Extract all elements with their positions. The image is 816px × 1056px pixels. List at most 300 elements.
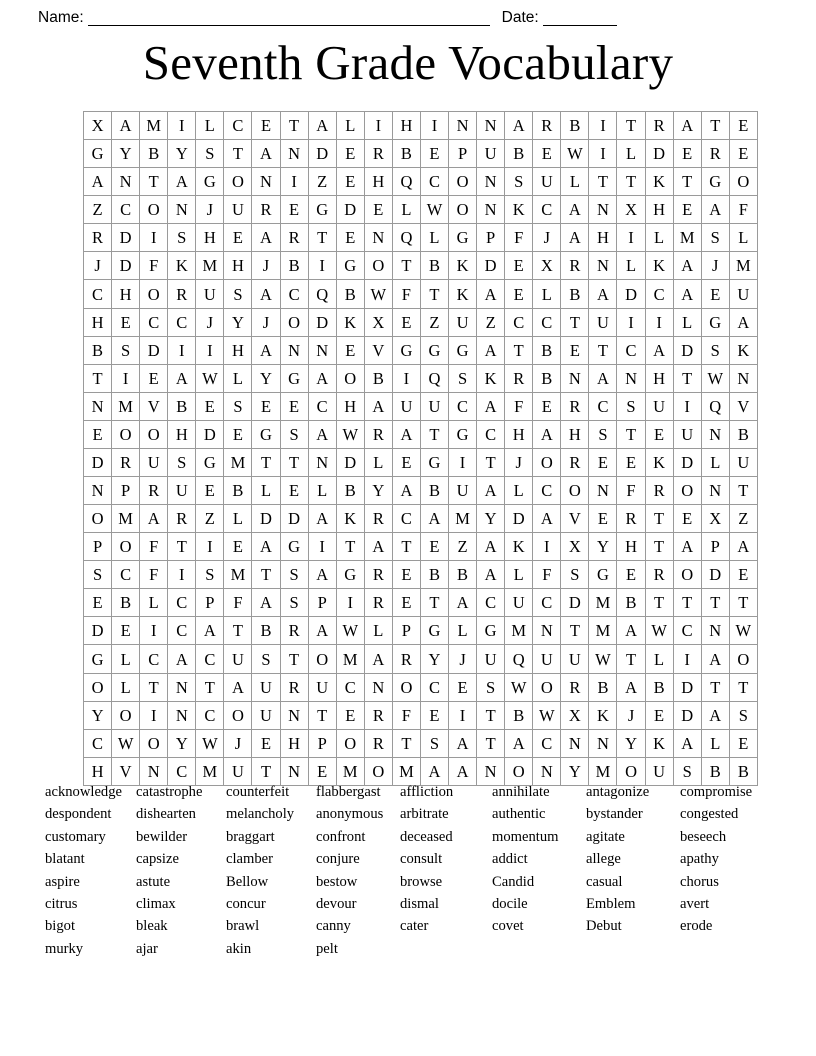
grid-cell[interactable]: H: [617, 533, 645, 561]
grid-cell[interactable]: I: [673, 645, 701, 673]
word-list-item[interactable]: ajar: [136, 940, 158, 957]
grid-cell[interactable]: L: [561, 168, 589, 196]
grid-cell[interactable]: C: [168, 589, 196, 617]
grid-cell[interactable]: H: [589, 224, 617, 252]
grid-cell[interactable]: G: [308, 196, 336, 224]
grid-cell[interactable]: Z: [84, 196, 112, 224]
grid-cell[interactable]: T: [645, 505, 673, 533]
grid-cell[interactable]: N: [701, 617, 729, 645]
grid-cell[interactable]: V: [561, 505, 589, 533]
grid-cell[interactable]: O: [112, 533, 140, 561]
grid-cell[interactable]: T: [617, 645, 645, 673]
grid-cell[interactable]: T: [673, 589, 701, 617]
grid-cell[interactable]: O: [308, 645, 336, 673]
grid-cell[interactable]: T: [224, 617, 252, 645]
grid-cell[interactable]: N: [477, 196, 505, 224]
grid-cell[interactable]: J: [196, 308, 224, 336]
grid-cell[interactable]: G: [392, 336, 420, 364]
grid-cell[interactable]: I: [449, 701, 477, 729]
grid-cell[interactable]: O: [533, 673, 561, 701]
grid-cell[interactable]: K: [589, 701, 617, 729]
grid-cell[interactable]: G: [449, 336, 477, 364]
grid-cell[interactable]: F: [729, 196, 757, 224]
grid-cell[interactable]: D: [84, 448, 112, 476]
grid-cell[interactable]: N: [280, 336, 308, 364]
grid-cell[interactable]: Q: [701, 392, 729, 420]
grid-cell[interactable]: E: [196, 392, 224, 420]
grid-cell[interactable]: O: [364, 252, 392, 280]
grid-cell[interactable]: I: [589, 112, 617, 140]
grid-cell[interactable]: J: [252, 252, 280, 280]
word-list-item[interactable]: concur: [226, 896, 266, 913]
grid-cell[interactable]: J: [449, 645, 477, 673]
grid-cell[interactable]: D: [673, 673, 701, 701]
grid-cell[interactable]: X: [561, 533, 589, 561]
grid-cell[interactable]: G: [449, 420, 477, 448]
grid-cell[interactable]: I: [449, 448, 477, 476]
grid-cell[interactable]: E: [140, 364, 168, 392]
grid-cell[interactable]: K: [336, 505, 364, 533]
grid-cell[interactable]: E: [589, 505, 617, 533]
grid-cell[interactable]: T: [477, 729, 505, 757]
grid-cell[interactable]: Z: [420, 308, 448, 336]
grid-cell[interactable]: M: [336, 645, 364, 673]
grid-cell[interactable]: U: [505, 589, 533, 617]
grid-cell[interactable]: N: [308, 336, 336, 364]
grid-cell[interactable]: R: [364, 729, 392, 757]
grid-cell[interactable]: D: [701, 561, 729, 589]
word-list-item[interactable]: Debut: [586, 918, 622, 935]
grid-cell[interactable]: E: [420, 140, 448, 168]
grid-cell[interactable]: D: [84, 617, 112, 645]
grid-cell[interactable]: G: [477, 617, 505, 645]
grid-cell[interactable]: Y: [252, 364, 280, 392]
grid-cell[interactable]: G: [336, 252, 364, 280]
grid-cell[interactable]: I: [589, 140, 617, 168]
word-list-item[interactable]: avert: [680, 896, 710, 913]
grid-cell[interactable]: U: [196, 280, 224, 308]
grid-cell[interactable]: T: [505, 336, 533, 364]
grid-cell[interactable]: F: [617, 477, 645, 505]
grid-cell[interactable]: T: [673, 168, 701, 196]
grid-cell[interactable]: E: [505, 280, 533, 308]
grid-cell[interactable]: L: [729, 224, 757, 252]
grid-cell[interactable]: E: [224, 224, 252, 252]
grid-cell[interactable]: R: [645, 477, 673, 505]
grid-cell[interactable]: W: [701, 364, 729, 392]
grid-cell[interactable]: C: [84, 280, 112, 308]
grid-cell[interactable]: I: [645, 308, 673, 336]
grid-cell[interactable]: N: [112, 168, 140, 196]
grid-cell[interactable]: E: [392, 589, 420, 617]
grid-cell[interactable]: S: [589, 420, 617, 448]
grid-cell[interactable]: N: [364, 224, 392, 252]
grid-cell[interactable]: P: [477, 224, 505, 252]
grid-cell[interactable]: S: [701, 224, 729, 252]
grid-cell[interactable]: A: [252, 224, 280, 252]
grid-cell[interactable]: N: [617, 364, 645, 392]
grid-cell[interactable]: K: [505, 533, 533, 561]
grid-cell[interactable]: G: [280, 364, 308, 392]
grid-cell[interactable]: I: [196, 533, 224, 561]
word-list-item[interactable]: climax: [136, 896, 176, 913]
grid-cell[interactable]: I: [617, 308, 645, 336]
grid-cell[interactable]: E: [729, 561, 757, 589]
grid-cell[interactable]: H: [112, 280, 140, 308]
grid-cell[interactable]: C: [617, 336, 645, 364]
grid-cell[interactable]: A: [252, 140, 280, 168]
grid-cell[interactable]: Y: [112, 140, 140, 168]
grid-cell[interactable]: J: [252, 308, 280, 336]
grid-cell[interactable]: F: [505, 392, 533, 420]
grid-cell[interactable]: T: [477, 448, 505, 476]
grid-cell[interactable]: I: [420, 112, 448, 140]
grid-cell[interactable]: C: [168, 617, 196, 645]
grid-cell[interactable]: I: [336, 589, 364, 617]
grid-cell[interactable]: R: [280, 617, 308, 645]
grid-cell[interactable]: M: [112, 505, 140, 533]
grid-cell[interactable]: F: [392, 280, 420, 308]
grid-cell[interactable]: A: [449, 589, 477, 617]
grid-cell[interactable]: N: [140, 757, 168, 785]
grid-cell[interactable]: B: [84, 336, 112, 364]
grid-cell[interactable]: D: [336, 448, 364, 476]
grid-cell[interactable]: O: [140, 196, 168, 224]
grid-cell[interactable]: W: [196, 729, 224, 757]
word-list-item[interactable]: clamber: [226, 851, 273, 868]
grid-cell[interactable]: M: [112, 392, 140, 420]
grid-cell[interactable]: O: [224, 168, 252, 196]
grid-cell[interactable]: I: [168, 112, 196, 140]
grid-cell[interactable]: I: [308, 533, 336, 561]
grid-cell[interactable]: O: [673, 561, 701, 589]
grid-cell[interactable]: B: [140, 140, 168, 168]
grid-cell[interactable]: A: [140, 505, 168, 533]
word-list-item[interactable]: bleak: [136, 918, 168, 935]
grid-cell[interactable]: B: [364, 364, 392, 392]
grid-cell[interactable]: A: [196, 617, 224, 645]
grid-cell[interactable]: T: [280, 112, 308, 140]
word-list-item[interactable]: allege: [586, 851, 621, 868]
grid-cell[interactable]: N: [701, 420, 729, 448]
word-list-item[interactable]: antagonize: [586, 784, 650, 800]
grid-cell[interactable]: A: [252, 336, 280, 364]
word-list-item[interactable]: astute: [136, 873, 171, 890]
grid-cell[interactable]: H: [505, 420, 533, 448]
grid-cell[interactable]: P: [701, 533, 729, 561]
grid-cell[interactable]: A: [561, 224, 589, 252]
grid-cell[interactable]: R: [280, 224, 308, 252]
grid-cell[interactable]: H: [224, 252, 252, 280]
word-list-item[interactable]: akin: [226, 940, 252, 957]
grid-cell[interactable]: N: [168, 196, 196, 224]
grid-cell[interactable]: A: [308, 617, 336, 645]
grid-cell[interactable]: U: [224, 757, 252, 785]
word-list-item[interactable]: authentic: [492, 806, 546, 823]
grid-cell[interactable]: A: [392, 420, 420, 448]
word-search-grid[interactable]: [83, 111, 758, 786]
grid-cell[interactable]: T: [280, 448, 308, 476]
grid-cell[interactable]: K: [168, 252, 196, 280]
grid-cell[interactable]: G: [84, 645, 112, 673]
grid-cell[interactable]: K: [645, 168, 673, 196]
grid-cell[interactable]: A: [701, 645, 729, 673]
grid-cell[interactable]: Z: [449, 533, 477, 561]
grid-cell[interactable]: A: [617, 673, 645, 701]
grid-cell[interactable]: W: [561, 140, 589, 168]
grid-cell[interactable]: E: [196, 477, 224, 505]
grid-cell[interactable]: R: [533, 112, 561, 140]
grid-cell[interactable]: C: [673, 617, 701, 645]
grid-cell[interactable]: V: [729, 392, 757, 420]
grid-cell[interactable]: T: [420, 420, 448, 448]
grid-cell[interactable]: B: [420, 561, 448, 589]
grid-cell[interactable]: S: [561, 561, 589, 589]
grid-cell[interactable]: E: [336, 224, 364, 252]
grid-cell[interactable]: B: [336, 477, 364, 505]
grid-cell[interactable]: B: [589, 673, 617, 701]
date-input-line[interactable]: [543, 11, 617, 26]
grid-cell[interactable]: X: [533, 252, 561, 280]
grid-cell[interactable]: I: [673, 392, 701, 420]
grid-cell[interactable]: E: [505, 252, 533, 280]
grid-cell[interactable]: E: [112, 308, 140, 336]
grid-cell[interactable]: U: [392, 392, 420, 420]
grid-cell[interactable]: I: [112, 364, 140, 392]
grid-cell[interactable]: U: [308, 673, 336, 701]
grid-cell[interactable]: O: [112, 701, 140, 729]
word-list-item[interactable]: murky: [45, 940, 84, 957]
grid-cell[interactable]: C: [168, 308, 196, 336]
grid-cell[interactable]: T: [308, 701, 336, 729]
grid-cell[interactable]: E: [224, 533, 252, 561]
grid-cell[interactable]: M: [505, 617, 533, 645]
grid-cell[interactable]: N: [589, 252, 617, 280]
grid-cell[interactable]: W: [645, 617, 673, 645]
grid-cell[interactable]: A: [84, 168, 112, 196]
grid-cell[interactable]: E: [280, 392, 308, 420]
grid-cell[interactable]: G: [589, 561, 617, 589]
grid-cell[interactable]: T: [645, 533, 673, 561]
grid-cell[interactable]: J: [505, 448, 533, 476]
grid-cell[interactable]: K: [505, 196, 533, 224]
grid-cell[interactable]: E: [617, 448, 645, 476]
grid-cell[interactable]: L: [224, 505, 252, 533]
grid-cell[interactable]: L: [112, 673, 140, 701]
grid-cell[interactable]: S: [477, 673, 505, 701]
grid-cell[interactable]: C: [224, 112, 252, 140]
grid-cell[interactable]: C: [420, 168, 448, 196]
grid-cell[interactable]: M: [449, 505, 477, 533]
grid-cell[interactable]: G: [701, 308, 729, 336]
grid-cell[interactable]: Z: [729, 505, 757, 533]
word-list-item[interactable]: conjure: [316, 851, 360, 868]
grid-cell[interactable]: B: [392, 140, 420, 168]
grid-cell[interactable]: O: [336, 729, 364, 757]
grid-cell[interactable]: F: [140, 533, 168, 561]
grid-cell[interactable]: B: [449, 561, 477, 589]
grid-cell[interactable]: R: [364, 589, 392, 617]
grid-cell[interactable]: O: [505, 757, 533, 785]
grid-cell[interactable]: S: [449, 364, 477, 392]
grid-cell[interactable]: Q: [392, 224, 420, 252]
grid-cell[interactable]: L: [252, 477, 280, 505]
grid-cell[interactable]: A: [477, 336, 505, 364]
word-list-item[interactable]: annihilate: [492, 784, 550, 800]
grid-cell[interactable]: Z: [477, 308, 505, 336]
grid-cell[interactable]: E: [673, 140, 701, 168]
grid-cell[interactable]: A: [477, 477, 505, 505]
word-list-item[interactable]: confront: [316, 828, 366, 845]
grid-cell[interactable]: T: [617, 112, 645, 140]
grid-cell[interactable]: A: [505, 729, 533, 757]
grid-cell[interactable]: E: [84, 589, 112, 617]
grid-cell[interactable]: C: [477, 589, 505, 617]
grid-cell[interactable]: T: [645, 589, 673, 617]
grid-cell[interactable]: T: [673, 364, 701, 392]
grid-cell[interactable]: R: [168, 280, 196, 308]
grid-cell[interactable]: C: [420, 673, 448, 701]
grid-cell[interactable]: A: [673, 533, 701, 561]
word-list-item[interactable]: citrus: [45, 896, 78, 913]
grid-cell[interactable]: S: [168, 224, 196, 252]
grid-cell[interactable]: X: [701, 505, 729, 533]
grid-cell[interactable]: T: [252, 561, 280, 589]
grid-cell[interactable]: U: [477, 645, 505, 673]
grid-cell[interactable]: E: [645, 701, 673, 729]
grid-cell[interactable]: P: [449, 140, 477, 168]
grid-cell[interactable]: L: [617, 140, 645, 168]
grid-cell[interactable]: N: [280, 140, 308, 168]
grid-cell[interactable]: B: [729, 757, 757, 785]
word-list-item[interactable]: catastrophe: [136, 784, 203, 800]
grid-cell[interactable]: O: [729, 168, 757, 196]
grid-cell[interactable]: A: [533, 505, 561, 533]
grid-cell[interactable]: R: [140, 477, 168, 505]
word-list-item[interactable]: flabbergast: [316, 784, 381, 800]
word-list-item[interactable]: addict: [492, 851, 528, 868]
grid-cell[interactable]: H: [196, 224, 224, 252]
grid-cell[interactable]: C: [112, 196, 140, 224]
grid-cell[interactable]: U: [449, 308, 477, 336]
grid-cell[interactable]: R: [701, 140, 729, 168]
grid-cell[interactable]: A: [364, 533, 392, 561]
grid-cell[interactable]: D: [252, 505, 280, 533]
word-list-item[interactable]: compromise: [680, 784, 753, 800]
word-list-item[interactable]: congested: [680, 806, 739, 823]
grid-cell[interactable]: B: [533, 336, 561, 364]
grid-cell[interactable]: H: [364, 168, 392, 196]
grid-cell[interactable]: G: [196, 448, 224, 476]
grid-cell[interactable]: E: [729, 140, 757, 168]
grid-cell[interactable]: O: [140, 729, 168, 757]
grid-cell[interactable]: H: [336, 392, 364, 420]
grid-cell[interactable]: B: [505, 701, 533, 729]
grid-cell[interactable]: C: [505, 308, 533, 336]
grid-cell[interactable]: E: [336, 168, 364, 196]
grid-cell[interactable]: O: [617, 757, 645, 785]
grid-cell[interactable]: D: [336, 196, 364, 224]
grid-cell[interactable]: E: [252, 112, 280, 140]
grid-cell[interactable]: W: [112, 729, 140, 757]
grid-cell[interactable]: K: [645, 729, 673, 757]
grid-cell[interactable]: B: [224, 477, 252, 505]
grid-cell[interactable]: E: [617, 561, 645, 589]
grid-cell[interactable]: A: [701, 701, 729, 729]
grid-cell[interactable]: W: [336, 420, 364, 448]
grid-cell[interactable]: I: [168, 336, 196, 364]
grid-cell[interactable]: H: [645, 364, 673, 392]
grid-cell[interactable]: W: [336, 617, 364, 645]
grid-cell[interactable]: D: [477, 252, 505, 280]
grid-cell[interactable]: H: [224, 336, 252, 364]
grid-cell[interactable]: C: [196, 645, 224, 673]
word-list-item[interactable]: consult: [400, 851, 443, 868]
grid-cell[interactable]: A: [449, 729, 477, 757]
grid-cell[interactable]: S: [196, 140, 224, 168]
grid-cell[interactable]: L: [449, 617, 477, 645]
word-list-item[interactable]: covet: [492, 918, 524, 935]
grid-cell[interactable]: P: [308, 589, 336, 617]
grid-cell[interactable]: R: [364, 420, 392, 448]
grid-cell[interactable]: Q: [420, 364, 448, 392]
grid-cell[interactable]: L: [645, 224, 673, 252]
word-list-item[interactable]: casual: [586, 873, 623, 890]
grid-cell[interactable]: P: [84, 533, 112, 561]
grid-cell[interactable]: U: [140, 448, 168, 476]
grid-cell[interactable]: E: [336, 140, 364, 168]
grid-cell[interactable]: T: [196, 673, 224, 701]
grid-cell[interactable]: E: [280, 196, 308, 224]
grid-cell[interactable]: A: [168, 364, 196, 392]
grid-cell[interactable]: C: [533, 308, 561, 336]
grid-cell[interactable]: J: [196, 196, 224, 224]
grid-cell[interactable]: O: [533, 448, 561, 476]
word-list-item[interactable]: Candid: [492, 873, 535, 890]
grid-cell[interactable]: D: [561, 589, 589, 617]
grid-cell[interactable]: U: [477, 140, 505, 168]
grid-cell[interactable]: S: [224, 392, 252, 420]
grid-cell[interactable]: U: [533, 168, 561, 196]
grid-cell[interactable]: F: [392, 701, 420, 729]
grid-cell[interactable]: R: [505, 364, 533, 392]
grid-cell[interactable]: W: [533, 701, 561, 729]
grid-cell[interactable]: C: [533, 196, 561, 224]
grid-cell[interactable]: L: [308, 477, 336, 505]
grid-cell[interactable]: T: [224, 140, 252, 168]
grid-cell[interactable]: B: [112, 589, 140, 617]
word-list-item[interactable]: erode: [680, 918, 713, 935]
grid-cell[interactable]: A: [252, 589, 280, 617]
grid-cell[interactable]: A: [589, 280, 617, 308]
word-list-item[interactable]: despondent: [45, 806, 112, 823]
grid-cell[interactable]: E: [729, 729, 757, 757]
grid-cell[interactable]: O: [336, 364, 364, 392]
word-list-item[interactable]: bewilder: [136, 828, 188, 845]
grid-cell[interactable]: P: [196, 589, 224, 617]
grid-cell[interactable]: N: [308, 448, 336, 476]
word-list-item[interactable]: bystander: [586, 806, 643, 823]
grid-cell[interactable]: H: [280, 729, 308, 757]
grid-cell[interactable]: S: [617, 392, 645, 420]
grid-cell[interactable]: X: [364, 308, 392, 336]
word-list-item[interactable]: momentum: [492, 828, 559, 845]
grid-cell[interactable]: M: [224, 561, 252, 589]
word-list-item[interactable]: Bellow: [226, 873, 269, 890]
grid-cell[interactable]: A: [420, 505, 448, 533]
grid-cell[interactable]: T: [420, 280, 448, 308]
grid-cell[interactable]: C: [168, 757, 196, 785]
